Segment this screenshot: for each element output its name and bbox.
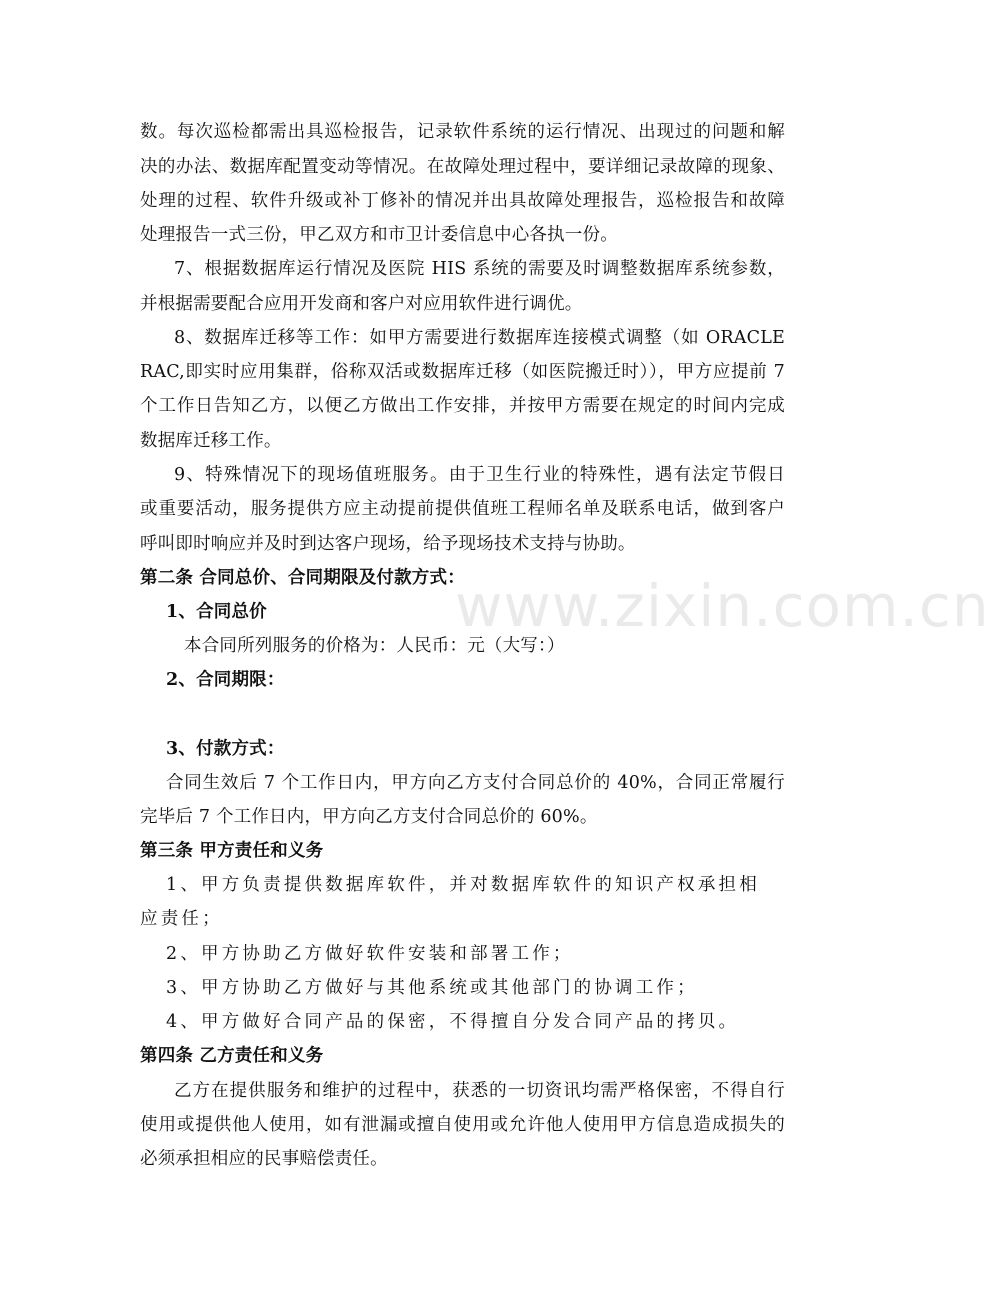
list-item: 1、甲方负责提供数据库软件，并对数据库软件的知识产权承担相 — [166, 875, 760, 895]
paragraph-line: 使用或提供他人使用，如有泄漏或擅自使用或允许他人使用甲方信息造成损失的 — [140, 1115, 785, 1135]
paragraph-line: 呼叫即时响应并及时到达客户现场，给予现场技术支持与协助。 — [140, 534, 636, 554]
watermark: www.zixin.com.cn — [455, 572, 990, 640]
section-heading-article-3: 第三条 甲方责任和义务 — [140, 841, 324, 861]
paragraph-line: 处理的过程、软件升级或补丁修补的情况并出具故障处理报告，巡检报告和故障 — [140, 191, 785, 211]
paragraph-line: 个工作日告知乙方，以便乙方做出工作安排，并按甲方需要在规定的时间内完成 — [140, 396, 785, 416]
paragraph-line: 乙方在提供服务和维护的过程中，获悉的一切资讯均需严格保密，不得自行 — [174, 1081, 785, 1101]
paragraph-line: 8、数据库迁移等工作：如甲方需要进行数据库连接模式调整（如 ORACLE — [174, 328, 785, 348]
list-item: 3、甲方协助乙方做好与其他系统或其他部门的协调工作； — [166, 978, 698, 998]
paragraph-line: 数据库迁移工作。 — [140, 431, 282, 451]
paragraph-line: 合同生效后 7 个工作日内，甲方向乙方支付合同总价的 40%，合同正常履行 — [166, 773, 785, 793]
subheading-contract-price: 1、合同总价 — [166, 602, 267, 622]
subheading-payment-method: 3、付款方式： — [166, 739, 285, 759]
paragraph-line: 7、根据数据库运行情况及医院 HIS 系统的需要及时调整数据库系统参数， — [174, 259, 785, 279]
paragraph-line: 完毕后 7 个工作日内，甲方向乙方支付合同总价的 60%。 — [140, 807, 598, 827]
paragraph-line: RAC,即实时应用集群，俗称双活或数据库迁移（如医院搬迁时）），甲方应提前 7 — [140, 362, 785, 382]
paragraph-line: 必须承担相应的民事赔偿责任。 — [140, 1149, 388, 1169]
section-heading-article-4: 第四条 乙方责任和义务 — [140, 1046, 324, 1066]
paragraph-line: 本合同所列服务的价格为：人民币：元（大写：） — [184, 636, 565, 656]
paragraph-line: 处理报告一式三份，甲乙双方和市卫计委信息中心各执一份。 — [140, 225, 618, 245]
paragraph-line: 决的办法、数据库配置变动等情况。在故障处理过程中，要详细记录故障的现象、 — [140, 157, 785, 177]
section-heading-article-2: 第二条 合同总价、合同期限及付款方式： — [140, 568, 465, 588]
list-item-continuation: 应责任； — [140, 909, 223, 929]
list-item: 4、甲方做好合同产品的保密，不得擅自分发合同产品的拷贝。 — [166, 1012, 740, 1032]
list-item: 2、甲方协助乙方做好软件安装和部署工作； — [166, 944, 574, 964]
subheading-contract-term: 2、合同期限： — [166, 670, 285, 690]
paragraph-line: 或重要活动，服务提供方应主动提前提供值班工程师名单及联系电话，做到客户 — [140, 499, 785, 519]
paragraph-line: 数。每次巡检都需出具巡检报告，记录软件系统的运行情况、出现过的问题和解 — [140, 122, 785, 142]
paragraph-line: 9、特殊情况下的现场值班服务。由于卫生行业的特殊性，遇有法定节假日 — [174, 465, 785, 485]
paragraph-line: 并根据需要配合应用开发商和客户对应用软件进行调优。 — [140, 294, 583, 314]
